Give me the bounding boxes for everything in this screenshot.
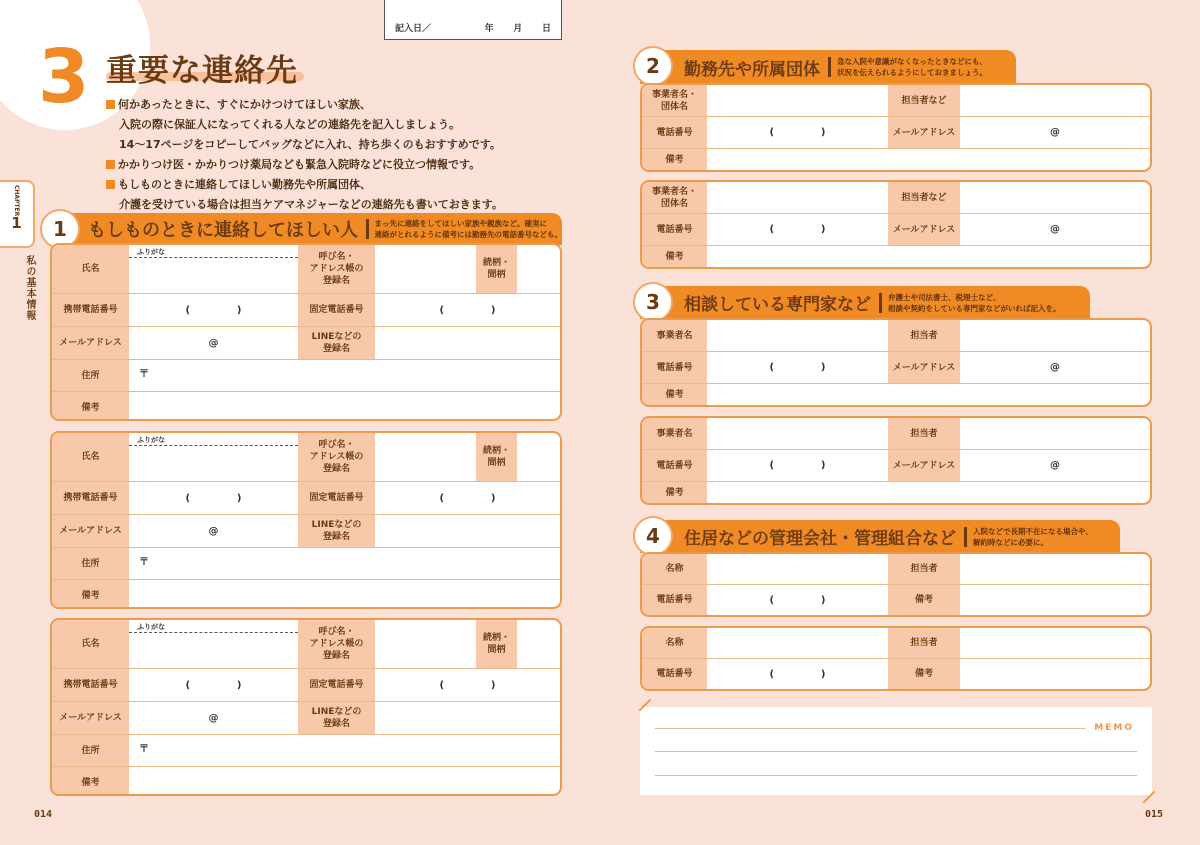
landline-input[interactable]: ( ) [439, 492, 496, 504]
email-label: メールアドレス [888, 214, 960, 245]
separator [879, 293, 882, 313]
section-3-number-badge: 3 [633, 282, 673, 322]
section-2-number-badge: 2 [633, 46, 673, 86]
email-label: メールアドレス [888, 352, 960, 383]
company-name-label: 名称 [642, 628, 707, 658]
section-3-header [640, 286, 1090, 319]
contact-person-label: 担当者など [888, 85, 960, 116]
email-label: メールアドレス [52, 702, 129, 734]
relation-label: 続柄・ 間柄 [476, 245, 517, 293]
separator [964, 527, 967, 547]
square-bullet-icon [106, 100, 115, 109]
nickname-input[interactable] [375, 433, 476, 481]
memo-label: MEMO [1094, 723, 1134, 733]
chapter-number: 3 [38, 34, 90, 120]
contact-entry-2 [50, 431, 562, 609]
notes-label: 備考 [642, 246, 707, 267]
line-name-input[interactable] [375, 702, 560, 734]
memo-line [655, 775, 1137, 776]
square-bullet-icon [106, 180, 115, 189]
address-input[interactable]: 〒 [139, 557, 149, 568]
furigana-label: ふりがな [129, 245, 298, 258]
contact-entry-1 [50, 243, 562, 421]
phone-label: 電話番号 [642, 450, 707, 481]
contact-person-label: 担当者 [888, 554, 960, 584]
expert-entry-1 [640, 318, 1152, 407]
intro-line: もしものときに連絡してほしい勤務先や所属団体、 [106, 175, 503, 195]
notes-label: 備考 [888, 585, 960, 615]
entry-date-box[interactable] [384, 0, 562, 40]
relation-label: 続柄・ 間柄 [476, 620, 517, 668]
name-input[interactable] [129, 433, 298, 481]
notes-label: 備考 [642, 482, 707, 503]
mobile-input[interactable]: ( ) [185, 492, 242, 504]
page-number-left: 014 [34, 809, 53, 820]
address-input[interactable]: 〒 [139, 369, 149, 380]
organization-input[interactable] [707, 182, 888, 213]
furigana-label: ふりがな [129, 433, 298, 446]
relation-input[interactable] [517, 245, 560, 293]
separator [828, 57, 831, 77]
chapter-side-label: 私の基本情報 [24, 255, 35, 321]
management-entry-1 [640, 552, 1152, 617]
notes-input[interactable] [129, 392, 560, 421]
page-title: 重要な連絡先 [106, 53, 298, 89]
chapter-word: CHAPTER [13, 185, 20, 217]
nickname-label: 呼び名・ アドレス帳の 登録名 [298, 245, 375, 293]
phone-input[interactable]: ( ) [769, 362, 826, 373]
phone-input[interactable]: ( ) [769, 127, 826, 138]
notes-input[interactable] [707, 482, 1150, 503]
organization-label: 事業者名・ 団体名 [642, 85, 707, 116]
nickname-label: 呼び名・ アドレス帳の 登録名 [298, 620, 375, 668]
organization-input[interactable] [707, 320, 888, 351]
notes-label: 備考 [888, 659, 960, 689]
notes-label: 備考 [642, 384, 707, 405]
line-name-label: LINEなどの 登録名 [298, 515, 375, 547]
intro-line: 入院の際に保証人になってくれる人などの連絡先を記入しましょう。 [119, 118, 460, 131]
memo-line [655, 751, 1137, 752]
landline-input[interactable]: ( ) [439, 679, 496, 691]
section-2-title: 勤務先や所属団体 [684, 59, 820, 80]
email-input[interactable]: @ [1050, 460, 1060, 471]
contact-person-input[interactable] [960, 628, 1150, 658]
section-2-header [640, 50, 1016, 84]
phone-input[interactable]: ( ) [769, 594, 826, 606]
section-4-number-badge: 4 [633, 516, 673, 556]
notes-input[interactable] [129, 580, 560, 609]
phone-label: 電話番号 [642, 352, 707, 383]
mobile-label: 携帯電話番号 [52, 482, 129, 514]
email-input[interactable]: @ [208, 525, 219, 537]
intro-line: 14〜17ページをコピーしてバッグなどに入れ、持ち歩くのもおすすめです。 [119, 138, 501, 151]
expert-entry-2 [640, 416, 1152, 505]
phone-label: 電話番号 [642, 117, 707, 148]
intro-text [106, 95, 503, 215]
notes-label: 備考 [52, 767, 129, 796]
contact-person-input[interactable] [960, 320, 1150, 351]
organization-label: 事業者名 [642, 320, 707, 351]
chapter-tab[interactable] [0, 180, 35, 248]
workplace-entry-1 [640, 83, 1152, 172]
landline-label: 固定電話番号 [298, 482, 375, 514]
notes-input[interactable] [707, 384, 1150, 405]
notes-label: 備考 [52, 580, 129, 609]
contact-person-input[interactable] [960, 554, 1150, 584]
notes-input[interactable] [960, 585, 1150, 615]
notes-input[interactable] [129, 767, 560, 796]
nickname-input[interactable] [375, 620, 476, 668]
year-label: 年 [484, 24, 494, 34]
mobile-input[interactable]: ( ) [185, 304, 242, 316]
email-input[interactable]: @ [208, 712, 219, 724]
section-1-number-badge: 1 [40, 209, 80, 249]
company-name-input[interactable] [707, 628, 888, 658]
email-label: メールアドレス [888, 450, 960, 481]
section-2-note: 急な入院や意識がなくなったときなどにも、 状況を伝えられるようにしておきましょう。 [837, 57, 987, 77]
notes-input[interactable] [707, 149, 1150, 170]
contact-person-input[interactable] [960, 85, 1150, 116]
address-label: 住所 [52, 360, 129, 391]
line-name-input[interactable] [375, 327, 560, 359]
nickname-input[interactable] [375, 245, 476, 293]
organization-label: 事業者名・ 団体名 [642, 182, 707, 213]
section-4-note: 入院などで長期不在になる場合や、 解約時などに必要に。 [973, 526, 1093, 547]
memo-line [655, 728, 1086, 729]
landline-input[interactable]: ( ) [439, 304, 496, 316]
section-1-title: もしものときに連絡してほしい人 [88, 220, 358, 241]
organization-label: 事業者名 [642, 418, 707, 449]
intro-line: 何かあったときに、すぐにかけつけてほしい家族、 [106, 95, 503, 115]
nickname-label: 呼び名・ アドレス帳の 登録名 [298, 433, 375, 481]
email-input[interactable]: @ [1050, 362, 1060, 373]
organization-input[interactable] [707, 418, 888, 449]
company-name-label: 名称 [642, 554, 707, 584]
phone-input[interactable]: ( ) [769, 460, 826, 471]
memo-box[interactable] [640, 707, 1152, 795]
name-label: 氏名 [52, 620, 129, 668]
section-3-title: 相談している専門家など [684, 295, 871, 315]
line-name-input[interactable] [375, 515, 560, 547]
section-4-title: 住居などの管理会社・管理組合など [684, 529, 956, 549]
email-input[interactable]: @ [1050, 127, 1060, 138]
organization-input[interactable] [707, 85, 888, 116]
phone-input[interactable]: ( ) [769, 224, 826, 235]
mobile-label: 携帯電話番号 [52, 669, 129, 701]
square-bullet-icon [106, 160, 115, 169]
address-label: 住所 [52, 735, 129, 766]
furigana-label: ふりがな [129, 620, 298, 633]
name-input[interactable] [129, 245, 298, 293]
contact-person-input[interactable] [960, 418, 1150, 449]
contact-person-label: 担当者 [888, 418, 960, 449]
relation-input[interactable] [517, 620, 560, 668]
phone-label: 電話番号 [642, 585, 707, 615]
entry-date-label: 記入日／ [395, 24, 432, 34]
email-input[interactable]: @ [1050, 224, 1060, 235]
contact-person-input[interactable] [960, 182, 1150, 213]
section-1-note: まっ先に連絡をしてほしい家族や親族など。確実に 連絡がとれるように備考には勤務先の電話番号なども。 [374, 219, 562, 239]
email-label: メールアドレス [52, 515, 129, 547]
section-4-header [640, 520, 1120, 553]
contact-entry-3 [50, 618, 562, 796]
email-input[interactable]: @ [208, 337, 219, 349]
section-1-header [50, 213, 562, 245]
workplace-entry-2 [640, 180, 1152, 269]
management-entry-2 [640, 626, 1152, 691]
landline-label: 固定電話番号 [298, 669, 375, 701]
name-input[interactable] [129, 620, 298, 668]
mobile-input[interactable]: ( ) [185, 679, 242, 691]
mobile-label: 携帯電話番号 [52, 294, 129, 326]
address-label: 住所 [52, 548, 129, 579]
phone-label: 電話番号 [642, 659, 707, 689]
relation-input[interactable] [517, 433, 560, 481]
email-label: メールアドレス [888, 117, 960, 148]
phone-label: 電話番号 [642, 214, 707, 245]
address-input[interactable]: 〒 [139, 744, 149, 755]
chapter-tab-number: 1 [11, 214, 22, 233]
line-name-label: LINEなどの 登録名 [298, 702, 375, 734]
intro-line: かかりつけ医・かかりつけ薬局なども緊急入院時などに役立つ情報です。 [106, 155, 503, 175]
name-label: 氏名 [52, 245, 129, 293]
page-number-right: 015 [1145, 809, 1164, 820]
notes-label: 備考 [52, 392, 129, 421]
contact-person-label: 担当者 [888, 628, 960, 658]
line-name-label: LINEなどの 登録名 [298, 327, 375, 359]
phone-input[interactable]: ( ) [769, 668, 826, 680]
company-name-input[interactable] [707, 554, 888, 584]
separator [366, 219, 369, 239]
month-label: 月 [513, 24, 523, 34]
section-3-note: 弁護士や司法書士、税理士など、 相談や契約をしている専門家などがいれば記入を。 [888, 292, 1061, 313]
contact-person-label: 担当者など [888, 182, 960, 213]
notes-label: 備考 [642, 149, 707, 170]
email-label: メールアドレス [52, 327, 129, 359]
notes-input[interactable] [960, 659, 1150, 689]
contact-person-label: 担当者 [888, 320, 960, 351]
notes-input[interactable] [707, 246, 1150, 267]
relation-label: 続柄・ 間柄 [476, 433, 517, 481]
landline-label: 固定電話番号 [298, 294, 375, 326]
day-label: 日 [541, 24, 551, 34]
intro-line: 介護を受けている場合は担当ケアマネジャーなどの連絡先も書いておきます。 [119, 198, 503, 211]
name-label: 氏名 [52, 433, 129, 481]
